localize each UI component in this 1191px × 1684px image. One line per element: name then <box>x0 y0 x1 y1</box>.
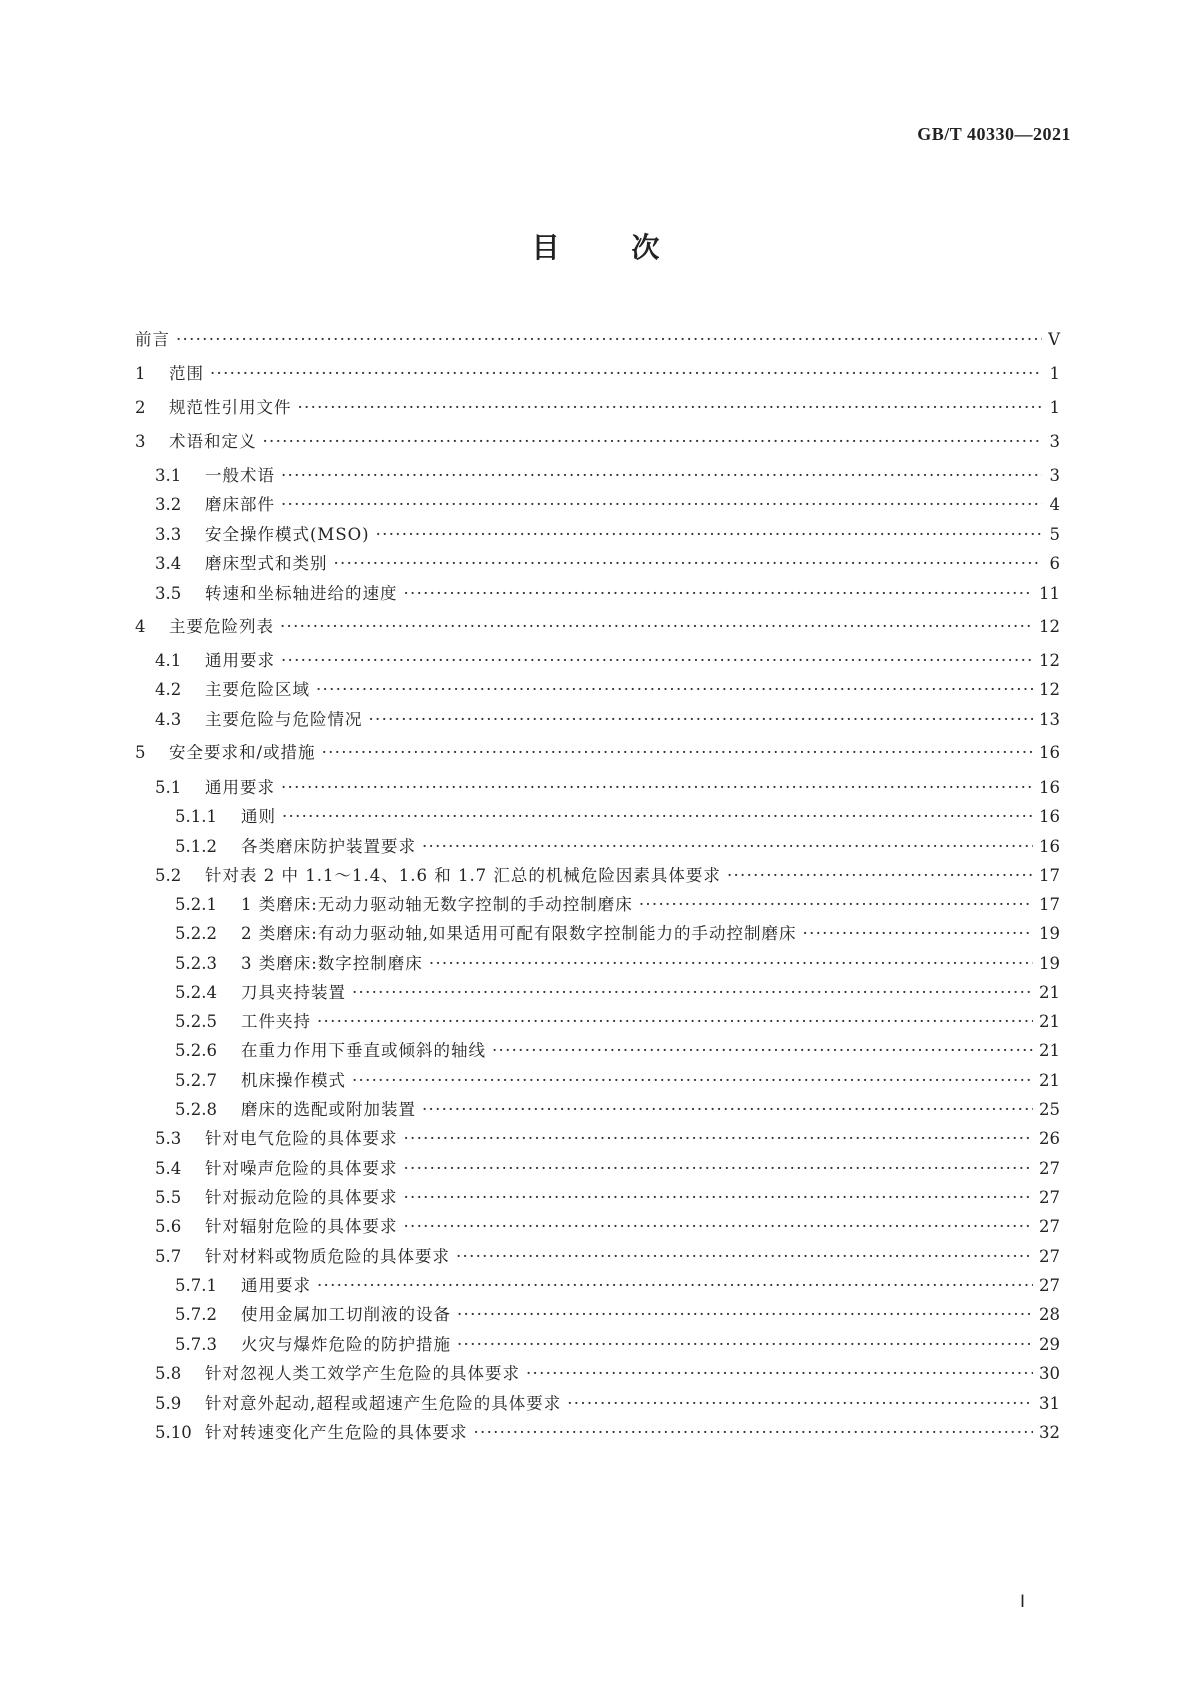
toc-entry[interactable] <box>135 1155 1060 1183</box>
toc-entry[interactable] <box>135 1037 1060 1065</box>
toc-entry-page: 32 <box>1039 1423 1060 1442</box>
toc-entry[interactable] <box>135 706 1060 734</box>
toc-entry[interactable] <box>135 1360 1060 1388</box>
toc-entry-title: 安全操作模式(MSO) <box>205 525 370 544</box>
toc-entry[interactable] <box>135 394 1060 422</box>
toc-entry-page: 28 <box>1039 1305 1060 1324</box>
toc-entry-number: 5.7.1 <box>175 1276 217 1295</box>
toc-entry-number: 4.3 <box>155 710 182 729</box>
toc-entry-page: 27 <box>1039 1188 1060 1207</box>
toc-entry[interactable] <box>135 833 1060 861</box>
toc-leader-dots <box>316 676 1033 704</box>
toc-entry-number: 5.1 <box>155 778 182 797</box>
toc-entry-title: 3 类磨床:数字控制磨床 <box>241 954 423 973</box>
toc-entry-number: 3.2 <box>155 495 182 514</box>
toc-entry-title: 刀具夹持装置 <box>241 983 346 1002</box>
toc-leader-dots <box>281 491 1042 519</box>
toc-entry-page: 19 <box>1039 924 1060 943</box>
toc-entry[interactable] <box>135 950 1060 978</box>
toc-entry-title: 磨床的选配或附加装置 <box>241 1100 416 1119</box>
toc-entry-page: 29 <box>1039 1335 1060 1354</box>
toc-entry-number: 3 <box>135 432 146 451</box>
toc-entry[interactable] <box>135 1301 1060 1329</box>
toc-entry-title: 针对表 2 中 1.1～1.4、1.6 和 1.7 汇总的机械危险因素具体要求 <box>205 866 721 885</box>
toc-entry[interactable] <box>135 891 1060 919</box>
toc-entry[interactable] <box>135 1067 1060 1095</box>
toc-leader-dots <box>376 521 1042 549</box>
toc-leader-dots <box>322 739 1033 767</box>
toc-entry[interactable] <box>135 326 1060 354</box>
toc-entry-number: 4.1 <box>155 651 182 670</box>
toc-entry-page: 26 <box>1039 1129 1060 1148</box>
toc-entry-page: 11 <box>1039 584 1060 603</box>
toc-entry[interactable] <box>135 920 1060 948</box>
toc-entry-page: 5 <box>1049 525 1060 544</box>
toc-entry[interactable] <box>135 428 1060 456</box>
toc-entry-page: 27 <box>1039 1159 1060 1178</box>
toc-entry[interactable] <box>135 1331 1060 1359</box>
toc-entry-title: 范围 <box>169 364 204 383</box>
toc-entry-title: 工件夹持 <box>241 1012 311 1031</box>
toc-entry-title: 术语和定义 <box>169 432 257 451</box>
toc-entry-number: 5.9 <box>155 1394 182 1413</box>
toc-leader-dots <box>457 1301 1033 1329</box>
toc-entry-page: 6 <box>1049 554 1060 573</box>
toc-entry-page: 1 <box>1049 398 1060 417</box>
toc-entry-title: 一般术语 <box>205 466 275 485</box>
toc-entry-number: 5.2 <box>155 866 182 885</box>
toc-entry[interactable] <box>135 1096 1060 1124</box>
toc-entry-page: 27 <box>1039 1217 1060 1236</box>
toc-leader-dots <box>282 803 1033 831</box>
toc-entry-page: 21 <box>1039 983 1060 1002</box>
toc-entry-title: 1 类磨床:无动力驱动轴无数字控制的手动控制磨床 <box>241 895 633 914</box>
toc-entry-title: 针对材料或物质危险的具体要求 <box>205 1247 450 1266</box>
toc-entry-number: 3.4 <box>155 554 182 573</box>
toc-leader-dots <box>727 862 1033 890</box>
toc-entry[interactable] <box>135 862 1060 890</box>
toc-entry-number: 5.2.1 <box>175 895 217 914</box>
toc-entry[interactable] <box>135 774 1060 802</box>
toc-entry-page: 1 <box>1049 364 1060 383</box>
toc-leader-dots <box>404 1213 1034 1241</box>
toc-entry-title: 主要危险列表 <box>169 617 274 636</box>
toc-leader-dots <box>281 647 1033 675</box>
toc-entry-title: 磨床部件 <box>205 495 275 514</box>
toc-entry-title: 针对噪声危险的具体要求 <box>205 1159 398 1178</box>
toc-entry[interactable] <box>135 613 1060 641</box>
toc-leader-dots <box>352 1067 1033 1095</box>
toc-leader-dots <box>404 1155 1034 1183</box>
toc-entry-number: 5.2.7 <box>175 1071 217 1090</box>
toc-entry[interactable] <box>135 676 1060 704</box>
toc-entry-title: 针对电气危险的具体要求 <box>205 1129 398 1148</box>
toc-entry[interactable] <box>135 1213 1060 1241</box>
toc-entry-page: 12 <box>1039 651 1060 670</box>
toc-entry[interactable] <box>135 360 1060 388</box>
toc-leader-dots <box>280 613 1033 641</box>
toc-leader-dots <box>803 920 1033 948</box>
toc-entry-page: 16 <box>1039 778 1060 797</box>
toc-leader-dots <box>281 462 1042 490</box>
toc-leader-dots <box>317 1272 1033 1300</box>
toc-leader-dots <box>526 1360 1033 1388</box>
page-number: Ⅰ <box>1020 1592 1026 1611</box>
toc-entry[interactable] <box>135 979 1060 1007</box>
toc-entry-page: 13 <box>1039 710 1060 729</box>
toc-entry-title: 在重力作用下垂直或倾斜的轴线 <box>241 1041 486 1060</box>
toc-entry-page: 3 <box>1049 432 1060 451</box>
toc-entry-title: 火灾与爆炸危险的防护措施 <box>241 1335 451 1354</box>
toc-entry-page: 4 <box>1049 495 1060 514</box>
toc-entry-number: 5 <box>135 743 146 762</box>
toc-entry-number: 5.5 <box>155 1188 182 1207</box>
toc-title: 目 次 <box>531 231 660 264</box>
toc-entry-number: 5.8 <box>155 1364 182 1383</box>
toc-entry-number: 1 <box>135 364 146 383</box>
toc-entry-number: 3.5 <box>155 584 182 603</box>
toc-entry-number: 4.2 <box>155 680 182 699</box>
toc-entry-number: 5.10 <box>155 1423 192 1442</box>
toc-entry-page: 17 <box>1039 895 1060 914</box>
toc-entry-number: 5.7.3 <box>175 1335 217 1354</box>
toc-entry-title: 主要危险区域 <box>205 680 310 699</box>
toc-entry-number: 5.7.2 <box>175 1305 217 1324</box>
toc-entry-number: 5.4 <box>155 1159 182 1178</box>
toc-entry-title: 各类磨床防护装置要求 <box>241 837 416 856</box>
toc-entry-title: 针对转速变化产生危险的具体要求 <box>205 1423 468 1442</box>
toc-entry-number: 5.2.8 <box>175 1100 217 1119</box>
toc-leader-dots <box>404 580 1034 608</box>
toc-entry[interactable] <box>135 1125 1060 1153</box>
toc-entry-page: 16 <box>1039 807 1060 826</box>
toc-entry-number: 5.2.5 <box>175 1012 217 1031</box>
toc-leader-dots <box>567 1390 1033 1418</box>
toc-entry-title: 针对振动危险的具体要求 <box>205 1188 398 1207</box>
toc-entry-number: 5.2.2 <box>175 924 217 943</box>
toc-entry[interactable] <box>135 550 1060 578</box>
toc-entry-title: 通用要求 <box>205 778 275 797</box>
toc-entry-page: 21 <box>1039 1071 1060 1090</box>
toc-leader-dots <box>429 950 1033 978</box>
toc-leader-dots <box>639 891 1033 919</box>
toc-leader-dots <box>456 1243 1033 1271</box>
toc-leader-dots <box>334 550 1043 578</box>
toc-entry[interactable] <box>135 647 1060 675</box>
toc-entry-page: 27 <box>1039 1247 1060 1266</box>
toc-entry-number: 5.1.1 <box>175 807 217 826</box>
toc-entry-number: 5.7 <box>155 1247 182 1266</box>
toc-leader-dots <box>404 1125 1034 1153</box>
toc-entry[interactable] <box>135 1243 1060 1271</box>
toc-entry[interactable] <box>135 1419 1060 1447</box>
toc-entry-number: 3.1 <box>155 466 182 485</box>
toc-entry-page: Ⅴ <box>1048 330 1060 349</box>
toc-entry-title: 转速和坐标轴进给的速度 <box>205 584 398 603</box>
toc-entry-number: 5.1.2 <box>175 837 217 856</box>
toc-entry-page: 19 <box>1039 954 1060 973</box>
toc-entry-number: 4 <box>135 617 146 636</box>
toc-entry-page: 27 <box>1039 1276 1060 1295</box>
toc-entry-title: 针对意外起动,超程或超速产生危险的具体要求 <box>205 1394 562 1413</box>
toc-entry-title: 主要危险与危险情况 <box>205 710 363 729</box>
toc-entry-number: 5.3 <box>155 1129 182 1148</box>
toc-entry-page: 12 <box>1039 617 1060 636</box>
toc-entry-page: 31 <box>1039 1394 1060 1413</box>
toc-leader-dots <box>263 428 1043 456</box>
toc-entry-title: 针对辐射危险的具体要求 <box>205 1217 398 1236</box>
toc-entry-title: 机床操作模式 <box>241 1071 346 1090</box>
toc-entry[interactable] <box>135 739 1060 767</box>
toc-entry-number: 5.2.4 <box>175 983 217 1002</box>
toc-leader-dots <box>176 326 1042 354</box>
toc-leader-dots <box>422 833 1033 861</box>
toc-entry-page: 16 <box>1039 743 1060 762</box>
standard-code: GB/T 40330—2021 <box>917 124 1071 144</box>
toc-leader-dots <box>210 360 1042 388</box>
toc-entry-title: 磨床型式和类别 <box>205 554 328 573</box>
toc-leader-dots <box>281 774 1033 802</box>
toc-entry[interactable] <box>135 1390 1060 1418</box>
toc-entry-title: 安全要求和/或措施 <box>169 743 316 762</box>
toc-entry-title: 使用金属加工切削液的设备 <box>241 1305 451 1324</box>
toc-entry-number: 3.3 <box>155 525 182 544</box>
toc-entry[interactable] <box>135 803 1060 831</box>
toc-leader-dots <box>422 1096 1033 1124</box>
toc-leader-dots <box>474 1419 1034 1447</box>
toc-leader-dots <box>317 1008 1033 1036</box>
toc-entry-title: 规范性引用文件 <box>169 398 292 417</box>
toc-entry-page: 3 <box>1049 466 1060 485</box>
toc-entry-number: 5.2.6 <box>175 1041 217 1060</box>
toc-entry-number: 2 <box>135 398 146 417</box>
toc-entry-title: 通则 <box>241 807 276 826</box>
toc-entry-title: 通用要求 <box>205 651 275 670</box>
toc-entry-title: 通用要求 <box>241 1276 311 1295</box>
toc-entry-title: 前言 <box>135 330 170 349</box>
toc-entry[interactable] <box>135 1008 1060 1036</box>
toc-leader-dots <box>369 706 1034 734</box>
toc-leader-dots <box>404 1184 1034 1212</box>
toc-entry-page: 21 <box>1039 1012 1060 1031</box>
toc-leader-dots <box>298 394 1043 422</box>
toc-entry[interactable] <box>135 1272 1060 1300</box>
toc-entry[interactable] <box>135 491 1060 519</box>
toc-entry[interactable] <box>135 580 1060 608</box>
toc-leader-dots <box>457 1331 1033 1359</box>
toc-entry-title: 针对忽视人类工效学产生危险的具体要求 <box>205 1364 520 1383</box>
toc-entry-number: 5.6 <box>155 1217 182 1236</box>
toc-entry-page: 25 <box>1039 1100 1060 1119</box>
toc-entry-title: 2 类磨床:有动力驱动轴,如果适用可配有限数字控制能力的手动控制磨床 <box>241 924 797 943</box>
toc-leader-dots <box>492 1037 1033 1065</box>
toc-leader-dots <box>352 979 1033 1007</box>
toc-entry[interactable] <box>135 521 1060 549</box>
toc-entry[interactable] <box>135 462 1060 490</box>
toc-entry-page: 12 <box>1039 680 1060 699</box>
toc-entry-page: 30 <box>1039 1364 1060 1383</box>
toc-entry-number: 5.2.3 <box>175 954 217 973</box>
toc-entry-page: 21 <box>1039 1041 1060 1060</box>
toc-entry-page: 16 <box>1039 837 1060 856</box>
toc-entry-page: 17 <box>1039 866 1060 885</box>
toc-entry[interactable] <box>135 1184 1060 1212</box>
